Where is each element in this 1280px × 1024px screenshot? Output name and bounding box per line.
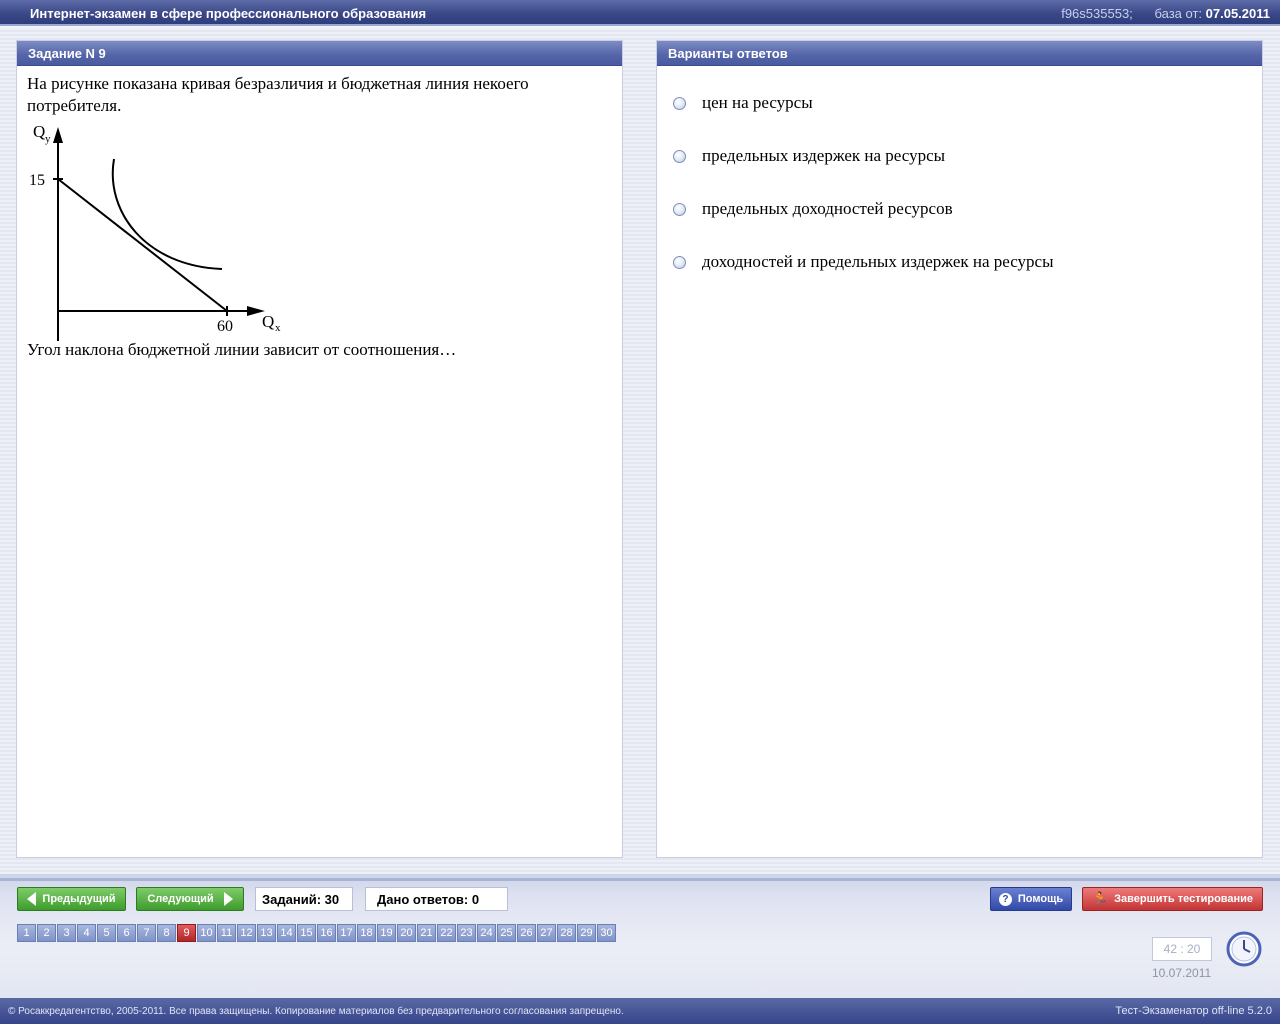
tasks-counter: Заданий: 30 [255,887,353,911]
title-bar [0,0,1280,26]
page-button-3[interactable]: 3 [57,924,76,942]
session-id: f96s535553; [1061,6,1133,21]
page-button-5[interactable]: 5 [97,924,116,942]
running-man-icon: 🏃 [1091,891,1109,906]
finish-label: Завершить тестирование [1114,893,1254,905]
page-button-28[interactable]: 28 [557,924,576,942]
question-panel [16,40,623,858]
answer-label: предельных издержек на ресурсы [702,146,946,165]
arrow-right-icon [224,892,233,906]
radio-button[interactable] [673,256,686,269]
y-tick-label: 15 [29,172,45,189]
question-header: Задание N 9 [17,41,622,66]
page-button-12[interactable]: 12 [237,924,256,942]
page-button-6[interactable]: 6 [117,924,136,942]
current-date: 10.07.2011 [1152,966,1212,980]
page-button-1[interactable]: 1 [17,924,36,942]
next-button[interactable] [136,887,244,911]
page-button-8[interactable]: 8 [157,924,176,942]
x-axis-subscript: x [275,322,281,334]
navigation-bar [0,874,1280,998]
answer-option-4[interactable] [673,250,1054,274]
page-button-14[interactable]: 14 [277,924,296,942]
page-button-2[interactable]: 2 [37,924,56,942]
answer-option-1[interactable] [673,91,813,115]
help-icon: ? [999,893,1012,906]
answers-counter: Дано ответов: 0 [365,887,508,911]
answer-label: доходностей и предельных издержек на ресурсы [702,252,1054,271]
page-button-24[interactable]: 24 [477,924,496,942]
x-tick-label: 60 [217,318,233,335]
version-text: Тест-Экзаменатор off-line 5.2.0 [1115,1005,1272,1017]
help-label: Помощь [1017,893,1064,905]
page-button-9[interactable]: 9 [177,924,196,942]
page-button-17[interactable]: 17 [337,924,356,942]
footer [0,998,1280,1024]
next-label: Следующий [147,893,214,905]
answer-label: предельных доходностей ресурсов [702,199,953,218]
page-button-27[interactable]: 27 [537,924,556,942]
page-button-16[interactable]: 16 [317,924,336,942]
question-prompt: Угол наклона бюджетной линии зависит от соотношения… [27,340,457,359]
y-axis-label: Q [33,122,46,141]
arrow-left-icon [27,892,36,906]
answer-option-2[interactable] [673,144,945,168]
page-button-21[interactable]: 21 [417,924,436,942]
page-button-13[interactable]: 13 [257,924,276,942]
page-button-19[interactable]: 19 [377,924,396,942]
x-axis-label: Q [262,312,275,331]
y-axis-subscript: y [45,133,51,145]
radio-button[interactable] [673,97,686,110]
clock-icon [1225,930,1263,968]
finish-button[interactable] [1082,887,1263,911]
previous-button[interactable] [17,887,126,911]
page-button-22[interactable]: 22 [437,924,456,942]
indifference-graph [25,121,305,341]
db-label: база от: [1154,6,1203,21]
page-button-26[interactable]: 26 [517,924,536,942]
timer-display: 42 : 20 [1152,937,1212,961]
answers-header: Варианты ответов [657,41,1262,66]
page-button-4[interactable]: 4 [77,924,96,942]
page-button-20[interactable]: 20 [397,924,416,942]
page-button-18[interactable]: 18 [357,924,376,942]
answer-option-3[interactable] [673,197,953,221]
previous-label: Предыдущий [42,893,116,905]
session-info [1061,6,1270,21]
help-button[interactable] [990,887,1072,911]
radio-button[interactable] [673,203,686,216]
page-button-23[interactable]: 23 [457,924,476,942]
answers-panel [656,40,1263,858]
page-button-7[interactable]: 7 [137,924,156,942]
db-date: 07.05.2011 [1205,6,1270,21]
answer-label: цен на ресурсы [702,93,813,112]
app-title: Интернет-экзамен в сфере профессионального образования [30,6,427,21]
page-button-15[interactable]: 15 [297,924,316,942]
page-button-10[interactable]: 10 [197,924,216,942]
radio-button[interactable] [673,150,686,163]
question-text: На рисунке показана кривая безразличия и бюджетная линия некоего потребителя. [27,74,529,115]
page-button-30[interactable]: 30 [597,924,616,942]
copyright-text: © Росаккредагентство, 2005-2011. Все права защищены. Копирование материалов без предварительного согласования запрещено. [8,1006,624,1017]
page-button-29[interactable]: 29 [577,924,596,942]
page-button-25[interactable]: 25 [497,924,516,942]
task-pager [17,924,617,942]
page-button-11[interactable]: 11 [217,924,236,942]
